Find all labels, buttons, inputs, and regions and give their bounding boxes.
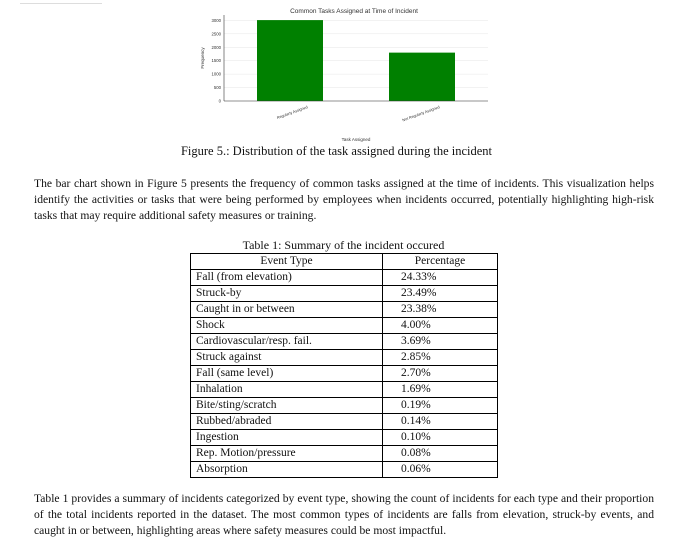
event-type-cell: Caught in or between bbox=[191, 302, 383, 318]
bar bbox=[257, 20, 323, 101]
percentage-cell: 0.19% bbox=[383, 398, 498, 414]
table-row bbox=[191, 334, 498, 350]
x-tick-label: Regularly Assigned bbox=[276, 105, 309, 121]
y-tick-label: 1000 bbox=[211, 71, 221, 77]
event-type-cell: Rep. Motion/pressure bbox=[191, 446, 383, 462]
paragraph-chart-description: The bar chart shown in Figure 5 presents the frequency of common tasks assigned at the time of incidents. This visualization helps identify the activities or tasks that were being performed by employees when incidents occurred, potentially highlighting high-risk tasks that may require additional safety measures or training. bbox=[34, 177, 654, 222]
y-tick-label: 1500 bbox=[211, 58, 221, 64]
percentage-cell: 2.85% bbox=[383, 350, 498, 366]
table-row bbox=[191, 382, 498, 398]
table-row bbox=[191, 430, 498, 446]
y-tick-label: 2500 bbox=[211, 31, 221, 37]
chart-x-ticks bbox=[276, 105, 440, 122]
percentage-cell: 0.10% bbox=[383, 430, 498, 446]
figure-caption: Figure 5.: Distribution of the task assigned during the incident bbox=[180, 144, 493, 158]
table-row bbox=[191, 398, 498, 414]
event-type-cell: Bite/sting/scratch bbox=[191, 398, 383, 414]
task-assigned-bar-chart bbox=[0, 0, 673, 150]
table-body bbox=[191, 270, 498, 478]
y-tick-label: 500 bbox=[213, 85, 221, 91]
table-row bbox=[191, 414, 498, 430]
table-row bbox=[191, 302, 498, 318]
percentage-cell: 4.00% bbox=[383, 318, 498, 334]
table-row bbox=[191, 270, 498, 286]
event-type-cell: Rubbed/abraded bbox=[191, 414, 383, 430]
event-type-cell: Cardiovascular/resp. fail. bbox=[191, 334, 383, 350]
y-tick-label: 2000 bbox=[211, 44, 221, 50]
header-event-type: Event Type bbox=[191, 254, 383, 270]
event-type-cell: Shock bbox=[191, 318, 383, 334]
percentage-cell: 1.69% bbox=[383, 382, 498, 398]
chart-title: Common Tasks Assigned at Time of Incident bbox=[290, 8, 418, 15]
percentage-cell: 3.69% bbox=[383, 334, 498, 350]
table-header-row bbox=[191, 254, 498, 270]
table-row bbox=[191, 462, 498, 478]
table-row bbox=[191, 446, 498, 462]
event-type-cell: Ingestion bbox=[191, 430, 383, 446]
incident-summary-table bbox=[190, 253, 498, 478]
percentage-cell: 23.38% bbox=[383, 302, 498, 318]
event-type-cell: Struck-by bbox=[191, 286, 383, 302]
event-type-cell: Fall (from elevation) bbox=[191, 270, 383, 286]
event-type-cell: Struck against bbox=[191, 350, 383, 366]
y-tick-label: 3000 bbox=[211, 17, 221, 23]
percentage-cell: 0.06% bbox=[383, 462, 498, 478]
chart-y-ticks bbox=[211, 18, 221, 104]
x-tick-label: Not Regularly Assigned bbox=[401, 105, 441, 123]
table-row bbox=[191, 286, 498, 302]
percentage-cell: 23.49% bbox=[383, 286, 498, 302]
paragraph-table-description: Table 1 provides a summary of incidents categorized by event type, showing the count of incidents for each type and their proportion of the total incidents reported in the dataset. The most common types of incidents are falls from elevation, struck-by events, and caught in or between, highlighting areas where safety measures could be most impactful. bbox=[34, 492, 654, 537]
percentage-cell: 0.08% bbox=[383, 446, 498, 462]
bar bbox=[389, 53, 455, 101]
event-type-cell: Inhalation bbox=[191, 382, 383, 398]
chart-y-label: Frequency bbox=[200, 47, 205, 69]
percentage-cell: 0.14% bbox=[383, 414, 498, 430]
table-row bbox=[191, 318, 498, 334]
table-caption: Table 1: Summary of the incident occured bbox=[242, 238, 445, 252]
event-type-cell: Fall (same level) bbox=[191, 366, 383, 382]
event-type-cell: Absorption bbox=[191, 462, 383, 478]
chart-x-label: Task Assigned bbox=[341, 137, 371, 142]
table-row bbox=[191, 366, 498, 382]
header-percentage: Percentage bbox=[383, 254, 498, 270]
percentage-cell: 24.33% bbox=[383, 270, 498, 286]
y-tick-label: 0 bbox=[218, 98, 221, 104]
table-row bbox=[191, 350, 498, 366]
percentage-cell: 2.70% bbox=[383, 366, 498, 382]
